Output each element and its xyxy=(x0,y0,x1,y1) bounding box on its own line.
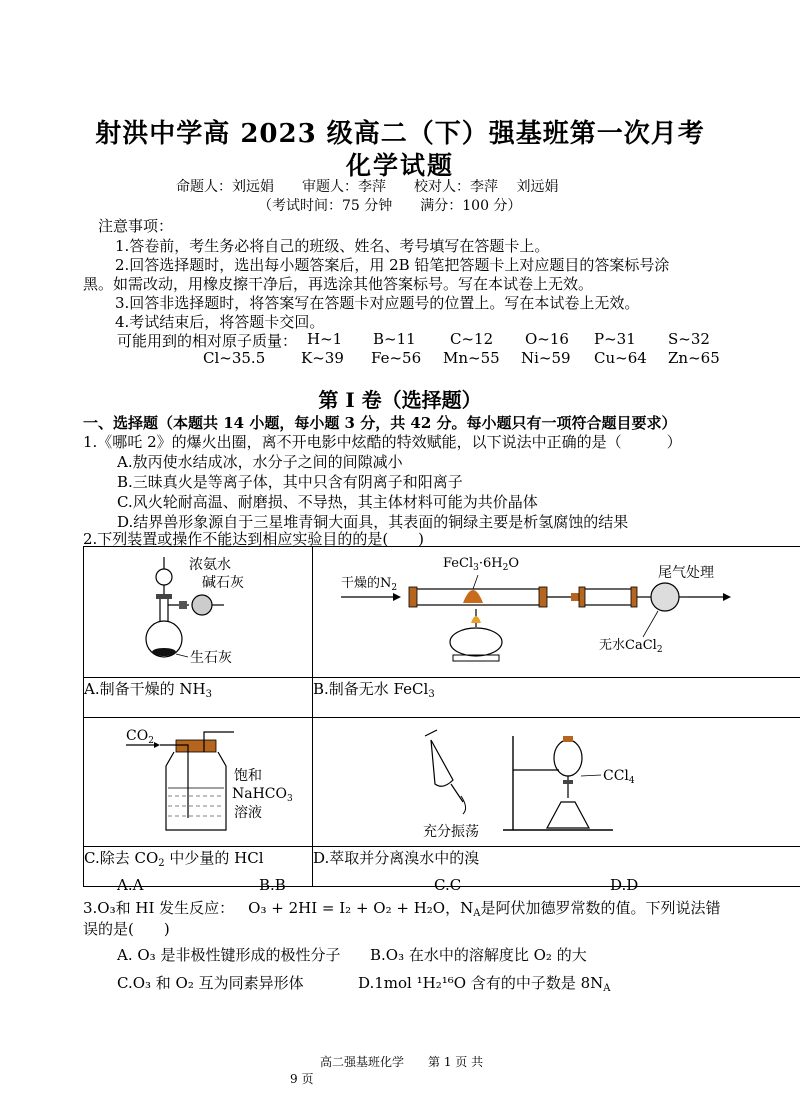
mass-fe: Fe~56 xyxy=(371,349,422,367)
mass-ni: Ni~59 xyxy=(521,349,571,367)
fecl3-apparatus-figure xyxy=(313,547,800,673)
notice-item-3: 3.回答非选择题时，将答案写在答题卡对应题号的位置上。写在本试卷上无效。 xyxy=(115,294,640,312)
mass-h: H~1 xyxy=(307,330,343,348)
label-solution: 溶液 xyxy=(234,805,262,821)
q2-option-d: D.D xyxy=(610,876,639,894)
label-saturated: 饱和 xyxy=(234,768,262,784)
svg-text:NaHCO3: NaHCO$_3$ xyxy=(232,786,293,804)
svg-text:FeCl3·6H2O: $FeCl_3\cdot 6H_2O$ xyxy=(443,556,519,573)
q1-option-d: D.结界兽形象源自于三星堆青铜大面具，其表面的铜绿主要是析氢腐蚀的结果 xyxy=(117,513,629,531)
label-soda-lime: 碱石灰 xyxy=(202,575,244,591)
q3-option-c: C.O₃ 和 O₂ 互为同素异形体 xyxy=(117,974,304,992)
notice-item-2a: 2.回答选择题时，选出每小题答案后，用 2B 铅笔把答题卡上对应题目的答案标号涂 xyxy=(115,256,670,274)
section-title: 第 I 卷（选择题） xyxy=(318,388,482,412)
mass-c: C~12 xyxy=(450,330,494,348)
authors-line: 命题人：刘远娟 审题人：李萍 校对人：李萍 刘远娟 xyxy=(176,179,559,195)
mass-o: O~16 xyxy=(525,330,569,348)
label-conc-ammonia: 浓氨水 xyxy=(189,557,231,573)
notice-item-1: 1.答卷前，考生务必将自己的班级、姓名、考号填写在答题卡上。 xyxy=(115,237,550,255)
notice-item-2b: 黑。如需改动，用橡皮擦干净后，再选涂其他答案标号。写在本试卷上无效。 xyxy=(83,275,594,293)
notice-heading: 注意事项： xyxy=(98,217,174,235)
caption-d: D.萃取并分离溴水中的溴 xyxy=(313,847,800,887)
label-dry-n2: 干燥的N xyxy=(341,576,392,591)
mass-cl: Cl~35.5 xyxy=(203,349,266,367)
exam-title: 射洪中学高 2023 级高二（下）强基班第一次月考 xyxy=(95,119,705,149)
q2-option-c: C.C xyxy=(434,876,462,894)
footer-page-total: 9 页 xyxy=(290,1072,314,1086)
exam-subtitle: 化学试题 xyxy=(345,151,454,180)
q2-option-b: B.B xyxy=(259,876,286,894)
label-tail-gas: 尾气处理 xyxy=(658,565,714,581)
masses-label: 可能用到的相对原子质量： xyxy=(117,332,298,350)
figure-c-cell xyxy=(84,718,313,847)
footer-page-info: 高二强基班化学 第 1 页 共 xyxy=(320,1055,484,1069)
mass-cu: Cu~64 xyxy=(594,349,647,367)
q3-option-b: B.O₃ 在水中的溶解度比 O₂ 的大 xyxy=(370,946,587,964)
figure-b-cell xyxy=(313,547,800,678)
label-fecl3-hydrate: FeCl xyxy=(443,556,474,571)
q1-option-c: C.风火轮耐高温、耐磨损、不导热，其主体材料可能为共价晶体 xyxy=(117,493,538,511)
svg-text:CCl4: CCl$_4$ xyxy=(603,768,635,786)
q1-stem: 1.《哪吒 2》的爆火出圈，离不开电影中炫酷的特效赋能，以下说法中正确的是（ ） xyxy=(83,433,682,451)
label-ccl4: CCl xyxy=(603,768,629,784)
label-dry-n2-sub: 2 xyxy=(391,583,398,593)
q2-stem: 2.下列装置或操作不能达到相应实验目的的是( ) xyxy=(83,530,425,548)
q1-option-b: B.三昧真火是等离子体，其中只含有阴离子和阳离子 xyxy=(117,473,463,491)
mass-mn: Mn~55 xyxy=(443,349,500,367)
gas-washing-bottle-figure xyxy=(84,718,312,842)
mass-k: K~39 xyxy=(301,349,344,367)
notice-item-4: 4.考试结束后，将答题卡交回。 xyxy=(115,313,325,331)
q3-option-a: A. O₃ 是非极性键形成的极性分子 xyxy=(117,946,341,964)
svg-text:干燥的N2 xyxy=(341,576,397,593)
label-quicklime: 生石灰 xyxy=(190,650,232,666)
apparatus-table xyxy=(83,546,800,887)
mass-zn: Zn~65 xyxy=(668,349,720,367)
q3-equation: O₃ + 2HI = I₂ + O₂ + H₂O， xyxy=(248,899,461,917)
label-shake: 充分振荡 xyxy=(423,824,479,840)
figure-d-cell xyxy=(313,718,800,847)
mass-p: P~31 xyxy=(594,330,636,348)
q1-option-a: A.敖丙使水结成冰，水分子之间的间隙减小 xyxy=(117,453,403,471)
label-nahco3: NaHCO xyxy=(232,786,287,802)
figure-a-cell xyxy=(84,547,313,678)
label-co2: CO xyxy=(126,728,149,744)
mass-b: B~11 xyxy=(373,330,416,348)
svg-text:无水CaCl2: 无水CaCl$_2$ xyxy=(599,638,663,655)
q3-stem-line1: 3.O₃和 HI 发生反应： O₃ + 2HI = I₂ + O₂ + H₂O，$N_A$是阿伏加德罗常数的值。下列说法错 xyxy=(83,899,721,919)
label-anhydrous-cacl2: 无水CaCl xyxy=(599,638,657,653)
svg-text:CO2: $CO_2$ xyxy=(126,728,154,746)
mass-s: S~32 xyxy=(668,330,710,348)
time-score-line: （考试时间：75 分钟 满分：100 分） xyxy=(258,198,522,214)
q2-option-a: A.A xyxy=(117,876,144,894)
q3-option-d: D.1mol ¹H₂¹⁶O 含有的中子数是 $8N_A$ xyxy=(358,974,611,994)
q3-stem-line2: 误的是( ) xyxy=(83,920,170,938)
caption-c: C.除去 $CO_2$ 中少量的 HCl xyxy=(84,847,313,887)
separatory-funnel-figure xyxy=(313,718,800,842)
ammonia-apparatus-figure xyxy=(84,547,312,673)
section-instruction: 一、选择题（本题共 14 小题，每小题 3 分，共 42 分。每小题只有一项符合题目要求） xyxy=(83,414,677,432)
caption-a: A.制备干燥的 $NH_3$ xyxy=(84,678,313,718)
caption-b: B.制备无水 FeCl$_3$ xyxy=(313,678,800,718)
